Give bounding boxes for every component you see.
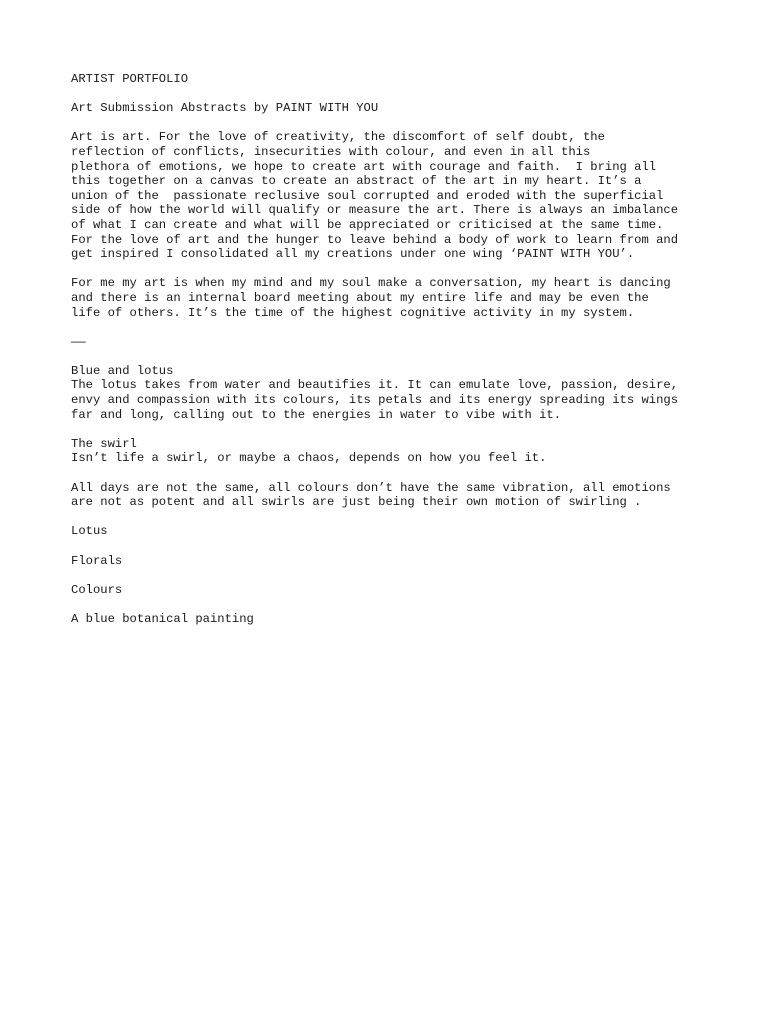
intro-line: this together on a canvas to create an abstract of the art in my heart. It’s a [71,174,642,189]
item-botanical-painting: A blue botanical painting [71,611,254,626]
swirl-title: The swirl [71,436,137,451]
swirl-section [71,437,731,466]
intro-paragraph [71,130,731,261]
days-paragraph [71,481,731,510]
days-line: All days are not the same, all colours don’t have the same vibration, all emotions [71,480,671,495]
blue-lotus-section [71,364,731,422]
second-paragraph-line: life of others. It’s the time of the highest cognitive activity in my system. [71,305,635,320]
blue-lotus-title: Blue and lotus [71,363,174,378]
item-lotus: Lotus [71,524,108,539]
blue-lotus-line: far and long, calling out to the energies in water to vibe with it. [71,407,562,422]
intro-line: of what I can create and what will be appreciated or criticised at the same time. [71,217,664,232]
intro-line: For the love of art and the hunger to leave behind a body of work to learn from and [71,232,679,247]
intro-line: side of how the world will qualify or measure the art. There is always an imbalance [71,203,679,218]
item-colours: Colours [71,582,123,597]
intro-line: union of the passionate reclusive soul corrupted and eroded with the superficial [71,188,664,203]
second-paragraph-line: and there is an internal board meeting about my entire life and may be even the [71,290,649,305]
section-separator: —— [71,334,86,349]
second-paragraph [71,276,731,320]
blue-lotus-line: envy and compassion with its colours, its petals and its energy spreading its wings [71,393,679,408]
document-page [71,72,731,627]
days-line: are not as potent and all swirls are just being their own motion of swirling . [71,495,642,510]
intro-line: get inspired I consolidated all my creations under one wing ‘PAINT WITH YOU’. [71,247,635,262]
item-florals: Florals [71,553,123,568]
second-paragraph-line: For me my art is when my mind and my soul make a conversation, my heart is dancing [71,276,671,291]
intro-line: reflection of conflicts, insecurities with colour, and even in all this [71,144,591,159]
blue-lotus-line: The lotus takes from water and beautifies it. It can emulate love, passion, desire, [71,378,679,393]
document-heading: ARTIST PORTFOLIO [71,72,189,86]
intro-line: Art is art. For the love of creativity, the discomfort of self doubt, the [71,130,605,145]
document-subheading: Art Submission Abstracts by PAINT WITH YOU [71,101,379,116]
swirl-text: Isn’t life a swirl, or maybe a chaos, depends on how you feel it. [71,451,547,466]
intro-line: plethora of emotions, we hope to create art with courage and faith. I bring all [71,159,657,174]
